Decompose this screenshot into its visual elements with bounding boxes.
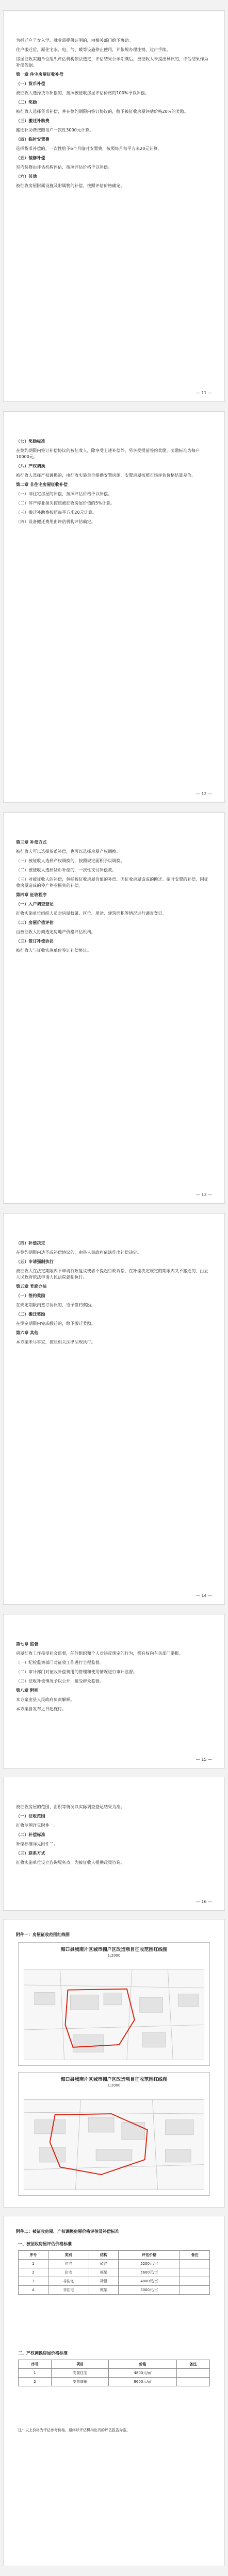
table-cell <box>177 2369 210 2378</box>
table-cell <box>180 2268 210 2277</box>
map-2-canvas <box>24 2099 204 2190</box>
table-cell: 4800元/㎡ <box>119 2277 180 2286</box>
paragraph: （一）纪检监察部门对征收工作进行全程监督。 <box>16 1660 104 1665</box>
table-cell: 2 <box>19 2378 52 2386</box>
page-body <box>4 813 224 1203</box>
paragraph: （三）对被征收人的补偿，包括被征收房屋价值的补偿、因征收房屋造成的搬迁、临时安置的补偿、因征收房屋造成的停产停业损失的补偿。 <box>16 877 208 888</box>
table-cell: 住宅 <box>48 2260 89 2268</box>
paragraph: （一）被征收人选择产权调换的，按照规定面积予以调换。 <box>16 858 125 863</box>
section-heading: （一）征收范围 <box>16 1814 45 1819</box>
page-number: — 11 — <box>196 391 212 395</box>
table-header-cell: 项目 <box>51 2360 108 2369</box>
section-heading: 第二章 非住宅房屋征收补偿 <box>16 482 68 487</box>
section-heading: 第八章 附则 <box>16 1688 39 1693</box>
paragraph: 被征收人选择货币补偿的，按照被征收房屋评估价格的100%予以补偿。 <box>16 91 150 95</box>
section-heading: （五）装修补偿 <box>16 156 45 160</box>
paragraph: 征收实施单位设立咨询服务点，为被征收人提供政策咨询。 <box>16 1860 125 1865</box>
paragraph: （二）被征收人选择货币补偿的，一次性支付补偿款。 <box>16 868 117 872</box>
table-cell <box>180 2260 210 2268</box>
paragraph: 搬迁补助费按照每户一次性3000元计算。 <box>16 128 94 132</box>
section-heading: （三）联系方式 <box>16 1851 45 1856</box>
section-heading: 第五章 奖励办法 <box>16 1284 47 1289</box>
table-cell: 1 <box>19 2369 52 2378</box>
page-number: — 13 — <box>196 1192 212 1197</box>
table-cell: 框架 <box>89 2286 119 2295</box>
table-cell <box>180 2286 210 2295</box>
paragraph: 房屋征收工作接受社会监督，任何组织和个人对违反规定的行为，都有权向有关部门举报。 <box>16 1651 183 1656</box>
map-2-svg <box>24 2100 204 2190</box>
page-number: — 14 — <box>196 1593 212 1598</box>
paragraph: 房屋征收实施单位组织评估机构依法选定，评估结果公示期满后，被征收人未提出异议的，评估结果作为补偿依据。 <box>16 57 208 68</box>
table-cell: 框架 <box>89 2268 119 2277</box>
section-heading: 第三章 补偿方式 <box>16 840 47 845</box>
paragraph: 选择货币补偿的，一次性给予6个月临时安置费，按照每月每平方米20元计算。 <box>16 146 162 151</box>
paragraph: 被征收人在法定期限内不申请行政复议或者不提起行政诉讼，在补偿决定规定的期限内又不搬迁的，由县人民政府依法申请人民法院强制执行。 <box>16 1269 208 1279</box>
annex-1-page <box>3 1919 225 2208</box>
table-row <box>19 2369 210 2378</box>
table-cell <box>177 2378 210 2386</box>
table-header-cell: 序号 <box>19 2360 52 2369</box>
annex-2-page <box>3 2216 225 2566</box>
section-heading: 第七章 监督 <box>16 1642 39 1646</box>
map-1-title: 海口县城南片区城市棚户区改造项目征收范围红线图 <box>60 1947 168 1952</box>
section-heading: （一）货币补偿 <box>16 81 45 86</box>
red-line-map-2 <box>18 2072 210 2196</box>
table-row <box>19 2260 210 2268</box>
paragraph: 本方案由县人民政府负责解释。 <box>16 1697 75 1702</box>
section-heading: （一）入户调查登记 <box>16 902 54 906</box>
paragraph: 征收范围详见附件一。 <box>16 1823 58 1828</box>
map-2-scale: 1:2000 <box>107 2083 121 2087</box>
page-number: — 12 — <box>196 792 212 796</box>
document-page-6 <box>3 1777 225 1911</box>
document-page-1 <box>3 10 225 402</box>
table-1-title: 一、被征收房屋评估价格标准 <box>18 2242 72 2246</box>
table-cell: 安置住宅 <box>51 2369 108 2378</box>
table-header-cell: 价格 <box>109 2360 177 2369</box>
table-cell <box>180 2277 210 2286</box>
annex-2-label: 附件二：被征收房屋、产权调换房屋价格评估及补偿标准 <box>16 2229 119 2234</box>
paragraph: 被征收房屋附属设施及附属物的补偿，按照评估价格确定。 <box>16 183 125 188</box>
page-body <box>4 11 224 401</box>
page-body <box>4 412 224 802</box>
table-header-cell: 序号 <box>19 2251 48 2260</box>
table-header-cell: 结构 <box>89 2251 119 2260</box>
document-page-2 <box>3 411 225 803</box>
annex-1-label: 附件一：房屋征收范围红线图 <box>16 1932 70 1937</box>
page-number: — 16 — <box>196 1899 212 1904</box>
document-page-4 <box>3 1213 225 1605</box>
paragraph: 被征收人可以选择货币补偿，也可以选择房屋产权调换。 <box>16 849 121 854</box>
paragraph: （四）设备搬迁费用由评估机构评估确定。 <box>16 519 95 524</box>
paragraph: （三）搬迁补助费按照每平方米20元计算。 <box>16 510 97 515</box>
map-1-svg <box>24 1970 204 2060</box>
table-cell: 非住宅 <box>48 2277 89 2286</box>
table-header-cell: 评估价格 <box>119 2251 180 2260</box>
section-heading: （八）产权调换 <box>16 464 45 468</box>
section-heading: （一）签约奖励 <box>16 1293 45 1298</box>
page-body <box>4 1614 224 1768</box>
paragraph: （三）征收补偿情况予以公开，接受群众监督。 <box>16 1679 104 1683</box>
table-header-cell: 类别 <box>48 2251 89 2260</box>
map-2-title: 海口县城南片区城市棚户区改造项目征收范围红线图 <box>60 2077 168 2082</box>
map-1-scale: 1:2000 <box>107 1954 121 1958</box>
paragraph: 为拆迁户子女入学、就业需提供证明的，由相关部门给予协助。 <box>16 38 133 43</box>
table-note: 注：以上价格为评估参考价格，最终以评估机构出具的评估报告为准。 <box>18 2428 130 2432</box>
table-row <box>19 2286 210 2295</box>
table-2 <box>18 2360 210 2386</box>
section-heading: （七）奖励标准 <box>16 439 45 444</box>
section-heading: （三）搬迁补助费 <box>16 119 50 123</box>
section-heading: （三）签订补偿协议 <box>16 939 54 944</box>
red-line-map-1 <box>18 1942 210 2066</box>
page-number: — 15 — <box>196 1757 212 1762</box>
paragraph: （一）非住宅房屋的补偿，按照评估价格予以补偿。 <box>16 492 112 496</box>
table-cell: 5600元/㎡ <box>119 2268 180 2277</box>
paragraph: 住户搬迁后，原住宅水、电、气、暖等设施停止使用，并依规办理注销、过户手续。 <box>16 47 171 52</box>
table-cell: 5200元/㎡ <box>119 2260 180 2268</box>
section-heading: 第四章 征收程序 <box>16 893 47 897</box>
paragraph: （二）审计部门对征收补偿费用的管理和使用情况进行审计监督。 <box>16 1670 137 1674</box>
table-cell: 住宅 <box>48 2268 89 2277</box>
paragraph: 本方案未尽事宜，按照相关法律法规执行。 <box>16 1340 95 1344</box>
table-cell: 安置商铺 <box>51 2378 108 2386</box>
paragraph: 被征收人选择产权调换的，由征收实施单位提供安置房源，安置房屋按照市场评估价格结算差价。 <box>16 473 196 478</box>
paragraph: 在签约期限内签订补偿协议的被征收人，除享受上述补偿外，另享受提前签约奖励，奖励标准为每户10000元。 <box>16 448 200 459</box>
section-heading: （四）临时安置费 <box>16 137 50 142</box>
section-heading: （二）补偿标准 <box>16 1832 45 1837</box>
paragraph: 被征收人选择货币补偿，并在签约期限内签订协议的，给予被征收房屋评估价格20%的奖励。 <box>16 109 188 114</box>
table-cell: 9600元/㎡ <box>109 2378 177 2386</box>
paragraph: 在规定期限内完成搬迁的，给予搬迁奖励。 <box>16 1321 95 1326</box>
section-heading: 第六章 其他 <box>16 1331 39 1335</box>
paragraph: 由被征收人协商选定房地产价格评估机构。 <box>16 930 95 934</box>
paragraph: 在签约期限内达不成补偿协议的，由县人民政府依法作出补偿决定。 <box>16 1250 141 1255</box>
table-cell: 2 <box>19 2268 48 2277</box>
section-heading: （二）房屋价值评估 <box>16 920 54 925</box>
section-heading: （二）搬迁奖励 <box>16 1312 45 1317</box>
paragraph: 被征收房屋的范围、面积等情况以实际调查登记结果为准。 <box>16 1805 125 1809</box>
page-body <box>4 1777 224 1910</box>
map-1-canvas <box>24 1969 204 2060</box>
paragraph: （二）停产停业损失按照被征收房屋价值的5%计算。 <box>16 501 115 506</box>
paragraph: 室内装修由评估机构评估，按照评估价格予以补偿。 <box>16 165 112 170</box>
paragraph: 在规定期限内签订协议的，给予签约奖励。 <box>16 1303 95 1307</box>
paragraph: 本方案自发布之日起施行。 <box>16 1707 67 1711</box>
section-heading: 第一章 住宅房屋征收补偿 <box>16 72 63 77</box>
table-cell: 4 <box>19 2286 48 2295</box>
table-cell: 1 <box>19 2260 48 2268</box>
table-row <box>19 2268 210 2277</box>
section-heading: （四）补偿决定 <box>16 1241 45 1245</box>
table-cell: 5000元/㎡ <box>119 2286 180 2295</box>
table-row <box>19 2277 210 2286</box>
table-cell: 非住宅 <box>48 2286 89 2295</box>
document-page-3 <box>3 812 225 1204</box>
table-cell: 砖混 <box>89 2260 119 2268</box>
table-row <box>19 2378 210 2386</box>
table-cell: 3 <box>19 2277 48 2286</box>
table-cell: 砖混 <box>89 2277 119 2286</box>
table-2-title: 二、产权调换房屋价格标准 <box>18 2351 68 2355</box>
paragraph: 补偿标准详见附件二。 <box>16 1842 58 1846</box>
table-1 <box>18 2250 210 2295</box>
paragraph: 被征收人与征收实施单位签订补偿协议。 <box>16 948 91 953</box>
paragraph: 征收实施单位组织人员对房屋权属、区位、用途、建筑面积等情况进行调查登记。 <box>16 911 167 916</box>
page-body <box>4 1214 224 1604</box>
table-header-cell: 备注 <box>177 2360 210 2369</box>
section-heading: （五）申请强制执行 <box>16 1259 54 1264</box>
section-heading: （六）其他 <box>16 174 37 179</box>
document-page-5 <box>3 1614 225 1769</box>
table-header-cell: 备注 <box>180 2251 210 2260</box>
table-cell: 4800元/㎡ <box>109 2369 177 2378</box>
section-heading: （二）奖励 <box>16 100 37 105</box>
